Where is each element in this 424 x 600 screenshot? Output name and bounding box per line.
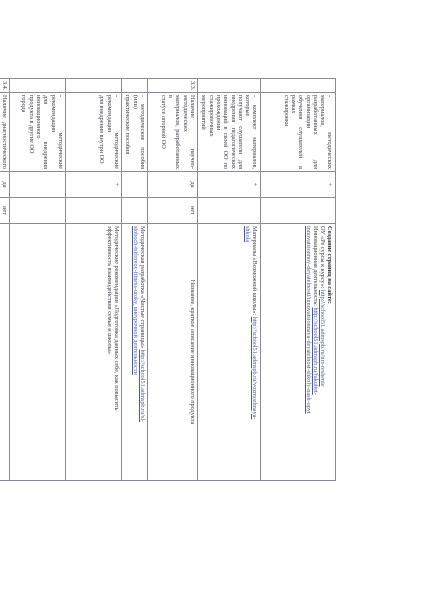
activity-cell — [148, 93, 198, 172]
result-cell — [198, 224, 261, 481]
mark-cell — [122, 172, 148, 198]
result-line — [105, 226, 112, 478]
result-cell — [148, 224, 198, 481]
table-row — [0, 79, 10, 481]
row-number — [122, 79, 148, 93]
mark-cell — [10, 172, 66, 198]
activity-line: Наличие научно-методических — [181, 95, 196, 169]
result-line — [326, 226, 333, 478]
result-line — [251, 226, 258, 478]
result-line — [131, 226, 138, 478]
mark-cell: да — [148, 172, 198, 198]
result-link[interactable]: http://school51.admspb.ru/fakultet- — [311, 307, 319, 395]
row-number — [66, 79, 122, 93]
table-row — [66, 79, 122, 481]
result-line — [139, 226, 146, 478]
result-line — [244, 226, 251, 478]
activity-line: обучения слушателей в рамках — [289, 95, 305, 169]
activity-line: - методических — [326, 95, 334, 169]
activity-line: получают слушатели для — [236, 95, 244, 169]
table-row — [148, 79, 198, 481]
activity-line: материалов, — [319, 95, 327, 127]
table-row — [198, 79, 261, 481]
activity-line: прохождении стажировочных — [207, 95, 222, 137]
activity-line: - методические рекомендации — [105, 95, 120, 169]
result-text: Создание страниц на сайте: — [326, 226, 334, 304]
mark-cell: да — [0, 172, 10, 198]
result-line — [312, 226, 319, 478]
result-line — [304, 226, 311, 478]
activity-line: стажировки — [282, 95, 290, 127]
result-title: Название, краткое описание инновационного продукта — [189, 279, 196, 425]
activity-line — [0, 95, 1, 169]
activity-line: - методические рекомендации — [49, 95, 64, 169]
activity-line: для внедрения инновационного — [35, 95, 50, 169]
mark-cell: + — [198, 172, 261, 198]
result-text: ОУ «Ре сурсы к курсу»: — [319, 226, 327, 291]
result-line — [319, 226, 326, 478]
result-line — [113, 226, 120, 478]
activity-line: - комплект материалов, которые — [244, 95, 259, 169]
activity-cell — [10, 93, 66, 172]
table-row — [122, 79, 148, 481]
result-cell — [66, 224, 122, 481]
answer-cell — [261, 198, 336, 224]
row-number — [10, 79, 66, 93]
table-row — [261, 79, 336, 481]
activity-cell — [66, 93, 122, 172]
result-text: Методическая разработка «Чистые страницы» — [139, 226, 146, 350]
result-link[interactable]: stoboch-tsifrovoy-fitness-uroky, внеурочной деятельности — [131, 226, 139, 375]
activity-cell — [0, 93, 10, 172]
activity-line: для внедрения внутри ОО — [98, 95, 106, 164]
answer-cell: нет — [0, 198, 10, 224]
activity-line: инноваций в своей ОО по — [222, 95, 230, 169]
activity-line: - методические пособия (или) — [131, 95, 146, 169]
activity-cell — [261, 93, 336, 172]
row-number: 3.3. — [148, 79, 198, 93]
answer-cell: нет — [148, 198, 198, 224]
table-row — [10, 79, 66, 481]
activity-cell — [198, 93, 261, 172]
result-link[interactable]: shkola — [244, 226, 252, 243]
activity-line: разработанных для организации — [304, 95, 319, 169]
answer-cell — [198, 198, 261, 224]
result-cell — [0, 224, 10, 481]
result-cell — [10, 224, 66, 481]
report-table-body — [0, 79, 336, 481]
row-number: 3.4. — [0, 79, 10, 93]
result-text: эффективность взаимодействия семьи и школы» — [105, 226, 113, 354]
result-text: Методические рекомендации «Подготовка данных себе, как повысить — [113, 226, 120, 411]
result-text: Инновационная деятельность: — [311, 226, 319, 308]
activity-line: мероприятий — [200, 95, 208, 130]
result-link[interactable]: http://school51.admspb.ru/sl- — [139, 349, 146, 423]
answer-cell — [10, 198, 66, 224]
result-link[interactable]: http://school51.admspb.ru/vozmozhnaya- — [251, 316, 259, 420]
result-link[interactable]: innovatsionnoy-deyatelnosti/innovatsionnaya-deyatelnost-shkoly-nash-opyt — [304, 226, 312, 414]
result-text: Материалы «Возможной школы»: — [251, 226, 259, 317]
activity-line: продукта в другие ОО города — [20, 95, 35, 154]
result-cell — [261, 224, 336, 481]
activity-line: практические пособия — [124, 95, 132, 155]
activity-line: внедрения педагогических — [229, 95, 237, 169]
activity-line: Наличие диагностического — [1, 95, 8, 169]
mark-cell: + — [261, 172, 336, 198]
activity-cell — [122, 93, 148, 172]
result-link[interactable]: http://school51.admspb.ru/nrs-reshenie — [319, 290, 327, 387]
answer-cell — [66, 198, 122, 224]
answer-cell — [122, 198, 148, 224]
row-number — [198, 79, 261, 93]
row-number — [261, 79, 336, 93]
result-cell — [122, 224, 148, 481]
activity-line: статусе опорной ОО — [159, 95, 167, 149]
mark-cell: + — [66, 172, 122, 198]
activity-line: материалов, разработанных в — [167, 95, 182, 169]
report-table — [0, 78, 336, 481]
